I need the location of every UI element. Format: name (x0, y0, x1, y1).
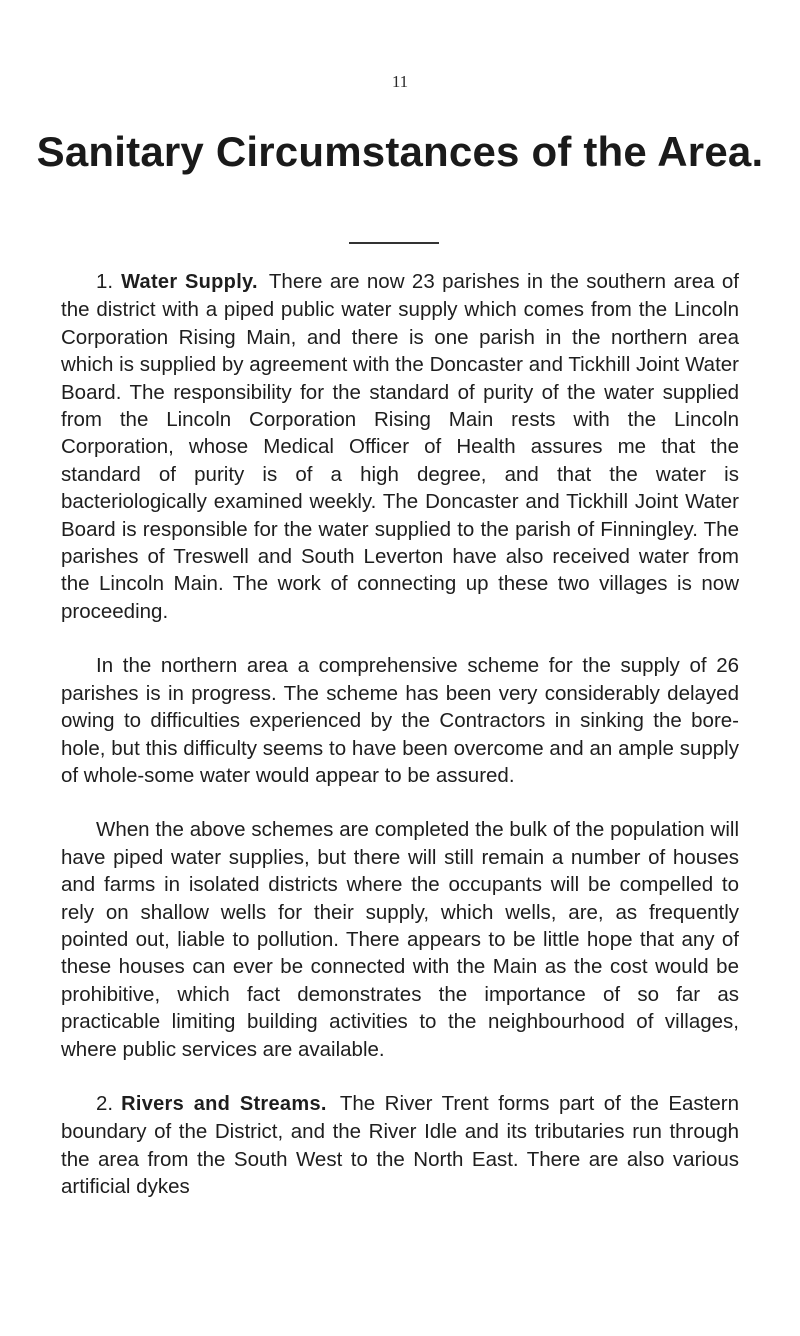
paragraph-schemes-completed (61, 816, 739, 1063)
section-heading-rivers-streams: Rivers and Streams. (121, 1092, 327, 1115)
section-number: 1. (96, 270, 114, 293)
page-number: 11 (391, 72, 409, 91)
title-divider (349, 242, 439, 244)
body-text (61, 268, 739, 1201)
paragraph-text: When the above schemes are completed the bulk of the population will have piped water supplies, but there will still remain a number of houses and farms in isolated districts where the occupants will be compelled to rely on shallow wells for their supply, which wells, are, as frequently pointed out, liable to pollution. There appears to be little hope that any of these houses can ever be connected with the Main as the cost would be prohibitive, which fact demonstrates the importance of so far as practicable limiting building activities to the neighbourhood of villages, where public services are available. (61, 818, 739, 1061)
page-title: Sanitary Circumstances of the Area. (36, 128, 764, 175)
paragraph-text: In the northern area a comprehensive scheme for the supply of 26 parishes is in progress. The scheme has been very considerably delayed owing to difficulties experienced by the Contractors in sinking the bore-hole, but this difficulty seems to have been overcome and an ample supply of whole-some water would appear to be assured. (61, 654, 739, 787)
section-heading-water-supply: Water Supply. (121, 271, 258, 293)
paragraph-rivers-streams (61, 1090, 739, 1201)
paragraph-northern-area (61, 652, 739, 789)
section-number: 2. (96, 1091, 114, 1115)
paragraph-text: There are now 23 parishes in the southern area of the district with a piped public water supply which comes from the Lincoln Corporation Rising Main, and there is one parish in the northern area which is supplied by agreement with the Doncaster and Tickhill Joint Water Board. The responsibility for the standard of purity of the water supplied from the Lincoln Corporation Rising Main rests with the Lincoln Corporation, whose Medical Officer of Health assures me that the standard of purity is of a high degree, and that the water is bacteriologically examined weekly. The Doncaster and Tickhill Joint Water Board is responsible for the water supplied to the parish of Finningley. The parishes of Treswell and South Leverton have also received water from the Lincoln Main. The work of connecting up these two villages is now proceeding. (61, 270, 740, 623)
paragraph-water-supply (61, 268, 739, 625)
paragraph-text: The River Trent forms part of the Eastern boundary of the District, and the River Idle and its tributaries run through the area from the South West to the North East. There are also various artificial dykes (61, 1091, 739, 1199)
